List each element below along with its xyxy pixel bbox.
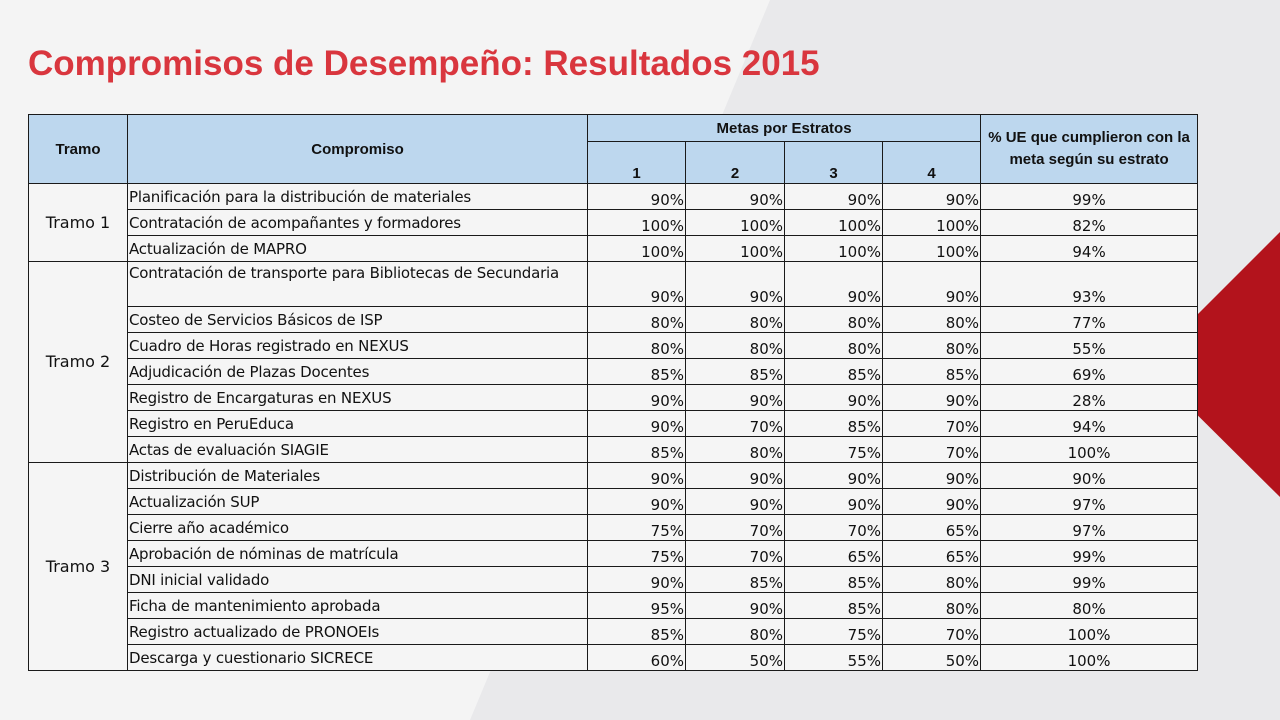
meta-estrato-2-cell: 90% [686,489,785,515]
meta-estrato-3-cell: 90% [785,489,883,515]
resultado-cell: 94% [981,411,1198,437]
table-row [29,236,1198,262]
meta-estrato-3-cell: 85% [785,411,883,437]
table-row [29,515,1198,541]
compromiso-cell: Actualización de MAPRO [128,236,588,262]
header-compromiso: Compromiso [128,115,588,184]
meta-estrato-4-cell: 100% [883,236,981,262]
resultado-cell: 99% [981,567,1198,593]
meta-estrato-4-cell: 80% [883,307,981,333]
meta-estrato-1-cell: 90% [588,184,686,210]
table-row [29,385,1198,411]
meta-estrato-4-cell: 90% [883,184,981,210]
meta-estrato-2-cell: 90% [686,385,785,411]
resultado-cell: 28% [981,385,1198,411]
resultado-cell: 93% [981,262,1198,307]
meta-estrato-2-cell: 90% [686,593,785,619]
meta-estrato-2-cell: 80% [686,619,785,645]
compromiso-cell: Ficha de mantenimiento aprobada [128,593,588,619]
header-resultado: % UE que cumplieron con la meta según su estrato [981,115,1198,184]
table-body [29,184,1198,671]
meta-estrato-2-cell: 85% [686,567,785,593]
meta-estrato-2-cell: 50% [686,645,785,671]
meta-estrato-4-cell: 70% [883,437,981,463]
resultado-cell: 69% [981,359,1198,385]
compromiso-cell: Registro de Encargaturas en NEXUS [128,385,588,411]
tramo-cell: Tramo 1 [29,184,128,262]
meta-estrato-4-cell: 90% [883,463,981,489]
table-row [29,411,1198,437]
header-estrato-2: 2 [686,142,785,184]
meta-estrato-4-cell: 50% [883,645,981,671]
meta-estrato-2-cell: 80% [686,333,785,359]
meta-estrato-4-cell: 90% [883,262,981,307]
resultado-cell: 80% [981,593,1198,619]
meta-estrato-4-cell: 65% [883,541,981,567]
meta-estrato-4-cell: 65% [883,515,981,541]
meta-estrato-2-cell: 70% [686,541,785,567]
page-title: Compromisos de Desempeño: Resultados 2015 [28,44,820,83]
header-estrato-3: 3 [785,142,883,184]
meta-estrato-2-cell: 85% [686,359,785,385]
header-tramo: Tramo [29,115,128,184]
results-table [28,114,1198,671]
compromiso-cell: Planificación para la distribución de materiales [128,184,588,210]
header-metas: Metas por Estratos [588,115,981,142]
compromiso-cell: Contratación de transporte para Bibliotecas de Secundaria [128,262,588,307]
meta-estrato-3-cell: 75% [785,437,883,463]
table-row [29,184,1198,210]
meta-estrato-4-cell: 85% [883,359,981,385]
table-row [29,645,1198,671]
meta-estrato-1-cell: 80% [588,307,686,333]
meta-estrato-3-cell: 55% [785,645,883,671]
compromiso-cell: Costeo de Servicios Básicos de ISP [128,307,588,333]
resultado-cell: 55% [981,333,1198,359]
compromiso-cell: DNI inicial validado [128,567,588,593]
header-estrato-4: 4 [883,142,981,184]
meta-estrato-2-cell: 90% [686,184,785,210]
table-row [29,210,1198,236]
table-row [29,437,1198,463]
resultado-cell: 77% [981,307,1198,333]
meta-estrato-1-cell: 90% [588,411,686,437]
meta-estrato-3-cell: 85% [785,359,883,385]
meta-estrato-1-cell: 100% [588,236,686,262]
table-row [29,463,1198,489]
meta-estrato-3-cell: 90% [785,463,883,489]
meta-estrato-2-cell: 100% [686,210,785,236]
table-row [29,333,1198,359]
meta-estrato-3-cell: 70% [785,515,883,541]
resultado-cell: 97% [981,515,1198,541]
compromiso-cell: Cuadro de Horas registrado en NEXUS [128,333,588,359]
meta-estrato-1-cell: 90% [588,385,686,411]
meta-estrato-1-cell: 85% [588,437,686,463]
meta-estrato-1-cell: 85% [588,619,686,645]
header-estrato-1: 1 [588,142,686,184]
resultado-cell: 99% [981,541,1198,567]
meta-estrato-1-cell: 90% [588,262,686,307]
meta-estrato-1-cell: 85% [588,359,686,385]
compromiso-cell: Contratación de acompañantes y formadores [128,210,588,236]
meta-estrato-1-cell: 75% [588,541,686,567]
meta-estrato-4-cell: 90% [883,385,981,411]
meta-estrato-1-cell: 90% [588,567,686,593]
resultado-cell: 97% [981,489,1198,515]
table-row [29,262,1198,307]
meta-estrato-2-cell: 80% [686,307,785,333]
resultado-cell: 100% [981,437,1198,463]
meta-estrato-1-cell: 95% [588,593,686,619]
compromiso-cell: Adjudicación de Plazas Docentes [128,359,588,385]
meta-estrato-1-cell: 75% [588,515,686,541]
resultado-cell: 90% [981,463,1198,489]
meta-estrato-3-cell: 85% [785,593,883,619]
compromiso-cell: Registro actualizado de PRONOEIs [128,619,588,645]
compromiso-cell: Cierre año académico [128,515,588,541]
tramo-cell: Tramo 2 [29,262,128,463]
compromiso-cell: Actualización SUP [128,489,588,515]
meta-estrato-2-cell: 90% [686,463,785,489]
table-row [29,489,1198,515]
compromiso-cell: Aprobación de nóminas de matrícula [128,541,588,567]
meta-estrato-1-cell: 90% [588,463,686,489]
table-row [29,307,1198,333]
resultado-cell: 94% [981,236,1198,262]
meta-estrato-2-cell: 70% [686,515,785,541]
meta-estrato-4-cell: 90% [883,489,981,515]
meta-estrato-2-cell: 90% [686,262,785,307]
table-row [29,593,1198,619]
meta-estrato-3-cell: 75% [785,619,883,645]
meta-estrato-3-cell: 80% [785,307,883,333]
compromiso-cell: Descarga y cuestionario SICRECE [128,645,588,671]
meta-estrato-4-cell: 80% [883,567,981,593]
resultado-cell: 100% [981,645,1198,671]
meta-estrato-2-cell: 100% [686,236,785,262]
meta-estrato-4-cell: 100% [883,210,981,236]
meta-estrato-4-cell: 80% [883,593,981,619]
meta-estrato-3-cell: 90% [785,262,883,307]
meta-estrato-3-cell: 100% [785,210,883,236]
resultado-cell: 82% [981,210,1198,236]
resultado-cell: 100% [981,619,1198,645]
resultado-cell: 99% [981,184,1198,210]
table-row [29,541,1198,567]
meta-estrato-1-cell: 100% [588,210,686,236]
meta-estrato-3-cell: 85% [785,567,883,593]
table-row [29,567,1198,593]
compromiso-cell: Registro en PeruEduca [128,411,588,437]
compromiso-cell: Distribución de Materiales [128,463,588,489]
meta-estrato-3-cell: 90% [785,184,883,210]
tramo-cell: Tramo 3 [29,463,128,671]
meta-estrato-1-cell: 60% [588,645,686,671]
meta-estrato-3-cell: 80% [785,333,883,359]
meta-estrato-4-cell: 70% [883,411,981,437]
meta-estrato-1-cell: 90% [588,489,686,515]
meta-estrato-3-cell: 90% [785,385,883,411]
meta-estrato-2-cell: 80% [686,437,785,463]
compromiso-cell: Actas de evaluación SIAGIE [128,437,588,463]
meta-estrato-4-cell: 70% [883,619,981,645]
table-row [29,619,1198,645]
meta-estrato-2-cell: 70% [686,411,785,437]
table-row [29,359,1198,385]
meta-estrato-4-cell: 80% [883,333,981,359]
meta-estrato-1-cell: 80% [588,333,686,359]
meta-estrato-3-cell: 65% [785,541,883,567]
meta-estrato-3-cell: 100% [785,236,883,262]
